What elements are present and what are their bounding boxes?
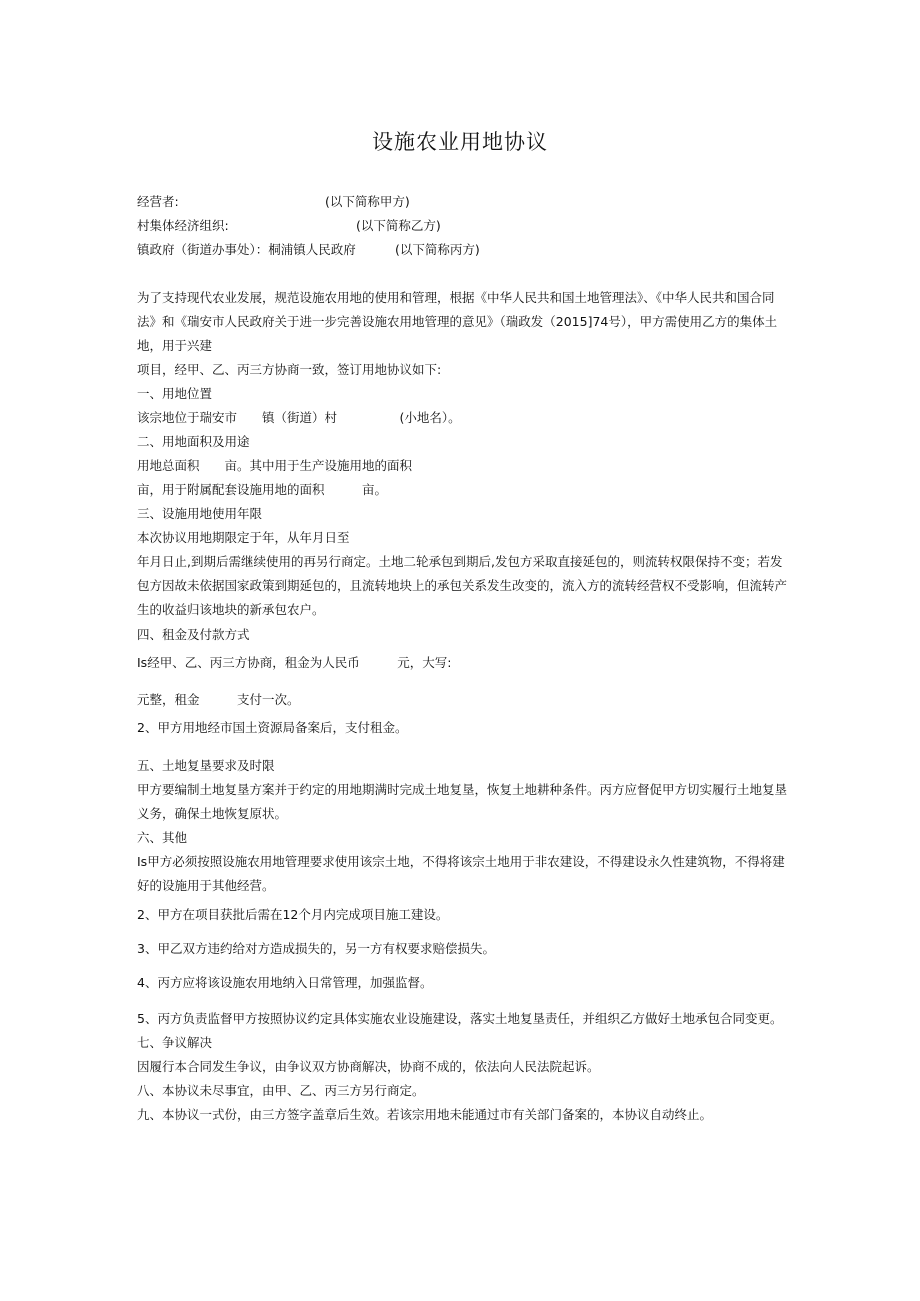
paragraph-line: 该宗地位于瑞安市 镇（街道）村 (小地名）。	[137, 410, 461, 425]
section-heading: 三、设施用地使用年限	[137, 506, 263, 521]
paragraph-line: 元整，租金 支付一次。	[137, 692, 300, 707]
party-village-label: 村集体经济组织:	[137, 218, 229, 233]
paragraph-line: 生的收益归该地块的新承包农户。	[137, 602, 325, 617]
paragraph-line: 3、甲乙双方违约给对方造成损失的，另一方有权要求赔偿损失。	[137, 941, 495, 956]
paragraph-line: 5、丙方负责监督甲方按照协议约定具体实施农业设施建设，落实土地复垦责任，并组织乙方做好土地承包合同变更。	[137, 1011, 783, 1026]
party-village-note: (以下简称乙方)	[356, 218, 441, 233]
section-heading: 五、土地复垦要求及时限	[137, 758, 275, 773]
party-operator-label: 经营者:	[137, 194, 179, 209]
paragraph-line: 2、甲方在项目获批后需在12个月内完成项目施工建设。	[137, 907, 449, 922]
paragraph-line: 包方因故未依据国家政策到期延包的，且流转地块上的承包关系发生改变的，流入方的流转经营权不受影响，但流转产	[137, 578, 788, 593]
paragraph-line: 法》和《瑞安市人民政府关于进一步完善设施农用地管理的意见》（瑞政发（2015]74号），甲方需使用乙方的集体土	[137, 314, 778, 329]
paragraph-line: 义务，确保土地恢复原状。	[137, 806, 288, 821]
party-operator-note: (以下简称甲方)	[325, 194, 410, 209]
paragraph-line: Is经甲、乙、丙三方协商，租金为人民币 元，大写:	[137, 655, 452, 670]
party-town-note: (以下简称丙方)	[395, 242, 480, 257]
paragraph-line: 年月日止,到期后需继续使用的再另行商定。土地二轮承包到期后,发包方采取直接延包的，则流转权限保持不变；若发	[137, 554, 783, 569]
paragraph-line: 甲方要编制土地复垦方案并于约定的用地期满时完成土地复垦，恢复土地耕种条件。丙方应督促甲方切实履行土地复垦	[137, 782, 788, 797]
paragraph-line: 八、本协议未尽事宜，由甲、乙、丙三方另行商定。	[137, 1083, 425, 1098]
section-heading: 一、用地位置	[137, 386, 213, 401]
section-heading: 七、争议解决	[137, 1035, 213, 1050]
paragraph-line: 4、丙方应将该设施农用地纳入日常管理，加强监督。	[137, 975, 433, 990]
party-town-label: 镇政府（街道办事处）：桐浦镇人民政府	[137, 242, 356, 257]
paragraph-line: 为了支持现代农业发展，规范设施农用地的使用和管理，根据《中华人民共和国土地管理法》、《中华人民共和国合同	[137, 290, 775, 305]
section-heading: 四、租金及付款方式	[137, 627, 250, 642]
paragraph-line: Is甲方必须按照设施农用地管理要求使用该宗土地，不得将该宗土地用于非农建设，不得建设永久性建筑物，不得将建	[137, 854, 785, 869]
paragraph-line: 本次协议用地期限定于年，从年月日至	[137, 530, 350, 545]
paragraph-line: 地，用于兴建	[137, 338, 213, 353]
section-heading: 二、用地面积及用途	[137, 434, 250, 449]
paragraph-line: 九、本协议一式份，由三方签字盖章后生效。若该宗用地未能通过市有关部门备案的，本协议自动终止。	[137, 1107, 713, 1122]
paragraph-line: 亩，用于附属配套设施用地的面积 亩。	[137, 482, 388, 497]
paragraph-line: 用地总面积 亩。其中用于生产设施用地的面积	[137, 458, 413, 473]
document-title: 设施农业用地协议	[372, 130, 548, 154]
paragraph-line: 好的设施用于其他经营。	[137, 878, 275, 893]
paragraph-line: 项目，经甲、乙、丙三方协商一致，签订用地协议如下:	[137, 362, 442, 377]
paragraph-line: 因履行本合同发生争议，由争议双方协商解决，协商不成的，依法向人民法院起诉。	[137, 1059, 600, 1074]
section-heading: 六、其他	[137, 830, 188, 845]
paragraph-line: 2、甲方用地经市国土资源局备案后，支付租金。	[137, 720, 408, 735]
